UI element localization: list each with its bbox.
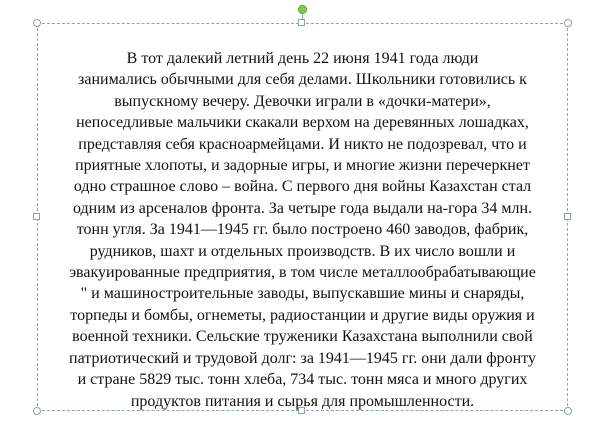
resize-handle-left[interactable] [33,213,40,220]
resize-handle-top[interactable] [298,19,305,26]
resize-handle-top-left[interactable] [33,19,41,27]
resize-handle-bottom-left[interactable] [33,407,41,415]
resize-handle-right[interactable] [564,213,571,220]
text-box-paragraph[interactable]: В тот далекий летний день 22 июня 1941 года люди занимались обычными для себя делами. Школьники готовились к выпускному вечеру. Девочки играли в «дочки-матери», непоседливые мальчики скакали верхом на деревянных лошадках, представляя себя красноармейцами. И никто не подозревал, что и приятные хлопоты, и задорные игры, и многие жизни перечеркнет одно страшное слово – война. С первого дня войны Казахстан стал одним из арсеналов фронта. За четыре года выдали на-гора 34 млн. тонн угля. За 1941—1945 гг. было построено 460 заводов, фабрик, рудников, шахт и отдельных производств. В их число вошли и эвакуированные предприятия, в том числе металлообрабатывающие " и машиностроительные заводы, выпускавшие мины и снаряды, торпеды и бомбы, огнеметы, радиостанции и другие виды оружия и военной техники. Сельские труженики Казахстана выполнили свой патриотический и трудовой долг: за 1941—1945 гг. они дали фронту и стране 5829 тыс. тонн хлеба, 734 тыс. тонн мяса и много других продуктов питания и сырья для промышленности. [69,50,536,410]
resize-handle-bottom-right[interactable] [564,407,572,415]
rotate-handle[interactable] [298,5,307,14]
resize-handle-top-right[interactable] [564,19,572,27]
